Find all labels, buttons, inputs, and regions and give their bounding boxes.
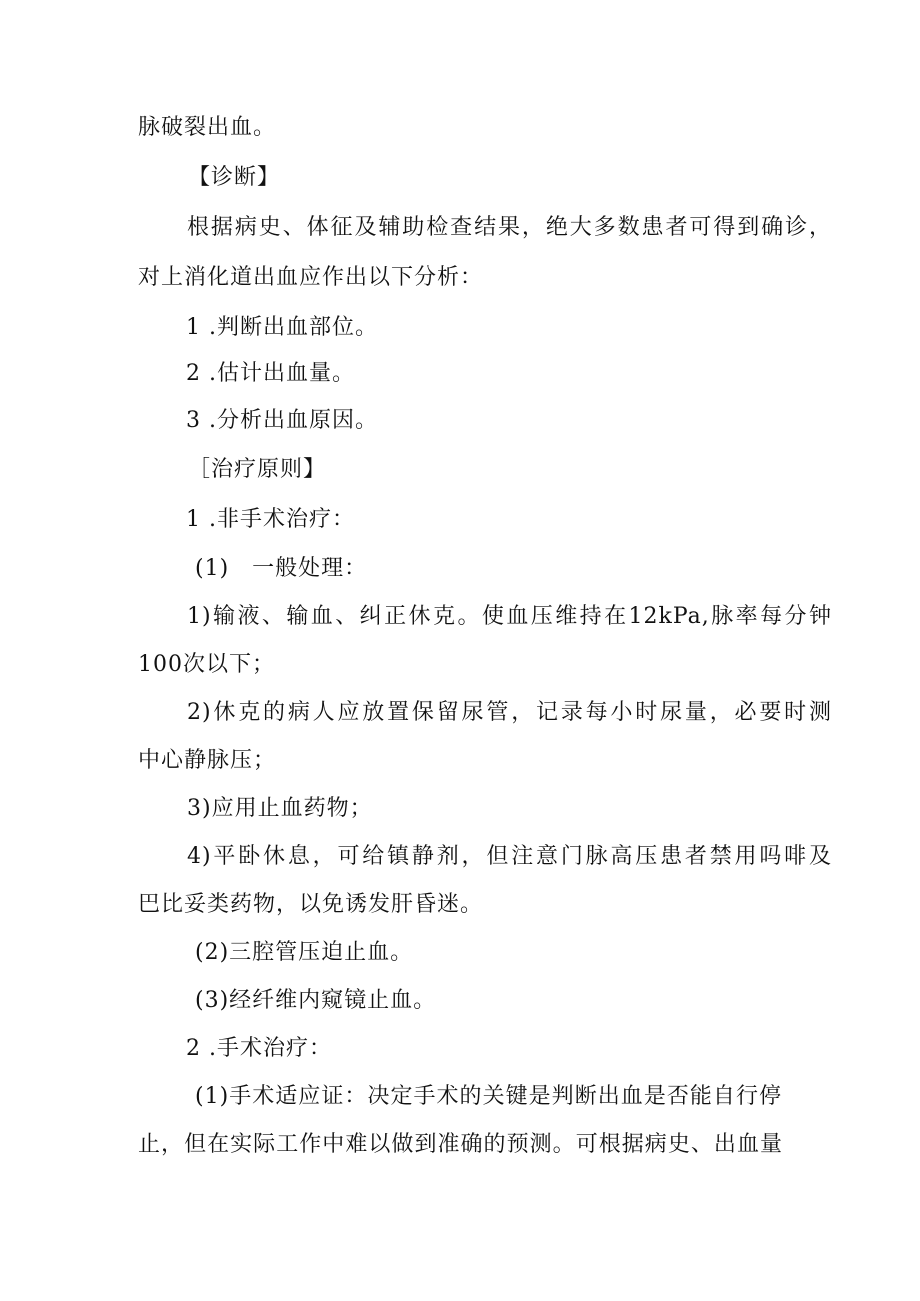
paragraph-line: 巴比妥类药物，以免诱发肝昏迷。 [138,892,484,917]
paragraph-line: 中心静脉压； [138,748,277,773]
paragraph-line [0,1082,920,1112]
list-item: 1 .判断出血部位。 [186,315,378,340]
list-item: 1 .非手术治疗： [186,507,355,532]
paragraph-line [0,213,920,243]
paragraph-line [0,1130,920,1160]
sub-list-item: (1) 一般处理： [195,556,368,581]
paragraph-line: 100次以下； [138,652,275,677]
justified-text: (1)手术适应证：决定手术的关键是判断出血是否能自行停 [195,1084,782,1109]
paragraph-line: 3)应用止血药物； [187,796,373,821]
paragraph-line [0,698,920,728]
justified-text: 根据病史、体征及辅助检查结果，绝大多数患者可得到确诊， [187,215,832,240]
justified-text: 2)休克的病人应放置保留尿管，记录每小时尿量，必要时测 [187,700,832,725]
list-item: 3 .分析出血原因。 [186,408,378,433]
justified-text: 1)输液、输血、纠正休克。使血压维持在12kPa,脉率每分钟 [187,604,832,629]
list-item: 2 .估计出血量。 [186,361,355,386]
paragraph-line [0,602,920,632]
sub-list-item: (2)三腔管压迫止血。 [195,940,414,965]
section-heading-diagnosis: 【诊断】 [188,165,281,190]
paragraph-line [0,842,920,872]
paragraph-line: 对上消化道出血应作出以下分析： [138,265,484,290]
list-item: 2 .手术治疗： [186,1036,332,1061]
justified-text: 止，但在实际工作中难以做到准确的预测。可根据病史、出血量 [138,1132,783,1157]
text-line: 脉破裂出血。 [138,115,277,140]
section-heading-treatment: ［治疗原则】 [188,457,327,482]
sub-list-item: (3)经纤维内窥镜止血。 [195,988,437,1013]
justified-text: 4)平卧休息，可给镇静剂，但注意门脉高压患者禁用吗啡及 [187,844,832,869]
